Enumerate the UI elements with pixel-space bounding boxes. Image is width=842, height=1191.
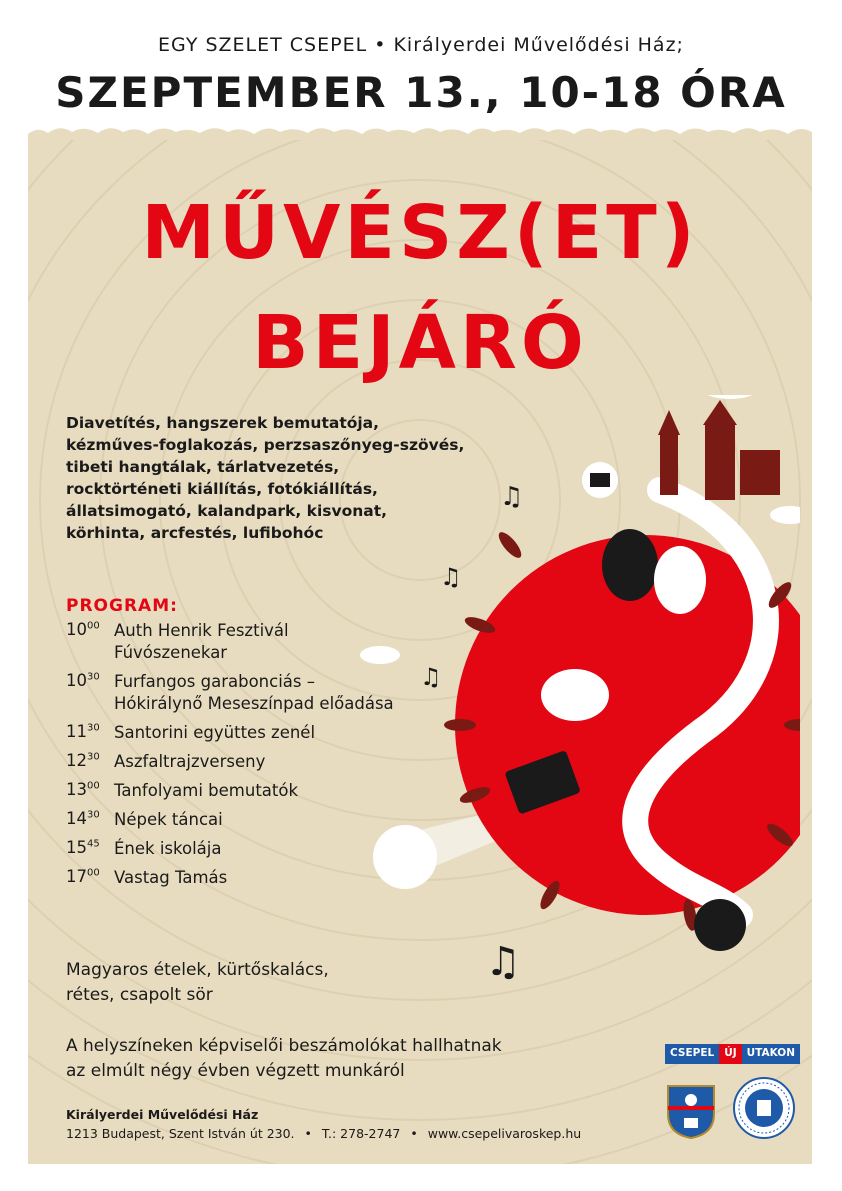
music-note-icon: ♫ (420, 663, 442, 691)
light-circle (373, 825, 437, 889)
activities-line: rocktörténeti kiállítás, fotókiállítás, (66, 480, 378, 498)
activities-line: tibeti hangtálak, tárlatvezetés, (66, 458, 340, 476)
report-info (66, 1034, 502, 1084)
municipal-seal-icon (732, 1076, 796, 1140)
badge-middle: ÚJ (719, 1044, 741, 1064)
schedule-time: $17^{00}$ (66, 867, 100, 886)
guitar-icon (694, 899, 746, 951)
food-line: Magyaros ételek, kürtőskalács, (66, 960, 329, 980)
music-note-icon: ♫ (440, 563, 462, 591)
address-text: 1213 Budapest, Szent István út 230. (66, 1126, 295, 1141)
report-line: az elmúlt négy évben végzett munkáról (66, 1061, 405, 1081)
red-globe-illustration (360, 395, 800, 995)
schedule-row (66, 838, 396, 860)
tragedy-mask-icon (654, 546, 706, 614)
music-note-icon: ♫ (485, 939, 521, 985)
contact-line (66, 1126, 587, 1141)
food-line: rétes, csapolt sör (66, 985, 213, 1005)
schedule-event: Auth Henrik Fesztivál Fúvószenekar (114, 621, 289, 662)
schedule-event: Furfangos garabonciás – Hókirálynő Meseszínpad előadása (114, 672, 394, 713)
palette-icon (541, 669, 609, 721)
schedule-time: $15^{45}$ (66, 838, 100, 857)
schedule-time: $10^{30}$ (66, 671, 100, 690)
poster-title-line-2: BEJÁRÓ (252, 300, 588, 386)
program-heading: PROGRAM: (66, 596, 178, 616)
website-link[interactable]: www.csepelivaroskep.hu (427, 1126, 582, 1141)
schedule-time: $11^{30}$ (66, 722, 100, 741)
food-info (66, 958, 329, 1008)
separator-bullet: • (304, 1126, 312, 1141)
poster-title-line-1: MŰVÉSZ(ET) (141, 190, 699, 276)
schedule-time: $10^{00}$ (66, 620, 100, 639)
schedule-row (66, 620, 396, 664)
schedule-event: Tanfolyami bemutatók (114, 781, 299, 800)
schedule-event: Aszfaltrajzverseny (114, 752, 266, 771)
badge-left: CSEPEL (665, 1044, 719, 1064)
event-date: SZEPTEMBER 13., 10-18 ÓRA (55, 68, 787, 117)
schedule-row (66, 671, 396, 715)
schedule-time: $12^{30}$ (66, 751, 100, 770)
phone-text: T.: 278-2747 (321, 1126, 401, 1141)
schedule-row (66, 867, 396, 889)
activities-line: állatsimogató, kalandpark, kisvonat, (66, 502, 388, 520)
schedule-event: Vastag Tamás (114, 868, 228, 887)
music-note-icon: ♫ (500, 482, 524, 512)
badge-right: UTAKON (742, 1044, 800, 1064)
schedule-time: $14^{30}$ (66, 809, 100, 828)
activities-line: körhinta, arcfestés, lufibohóc (66, 524, 324, 542)
schedule-event: Ének iskolája (114, 839, 222, 858)
schedule-event: Népek táncai (114, 810, 223, 829)
schedule-row (66, 722, 396, 744)
activities-line: kézműves-foglakozás, perzsaszőnyeg-szövés, (66, 436, 465, 454)
separator-bullet: • (410, 1126, 418, 1141)
venue-name: Királyerdei Művelődési Ház (66, 1107, 259, 1122)
town-silhouette-icon (658, 400, 780, 500)
report-line: A helyszíneken képviselői beszámolókat hallhatnak (66, 1036, 502, 1056)
coat-of-arms-icon (662, 1078, 720, 1140)
schedule-event: Santorini együttes zenél (114, 723, 316, 742)
schedule-row (66, 780, 396, 802)
activities-line: Diavetítés, hangszerek bemutatója, (66, 414, 380, 432)
schedule-time: $13^{00}$ (66, 780, 100, 799)
comedy-mask-icon (602, 529, 658, 601)
schedule-row (66, 809, 396, 831)
event-subline: EGY SZELET CSEPEL • Királyerdei Művelődési Ház; (158, 34, 684, 56)
program-schedule (66, 620, 396, 896)
schedule-row (66, 751, 396, 773)
csepel-uj-utakon-badge (665, 1044, 800, 1064)
